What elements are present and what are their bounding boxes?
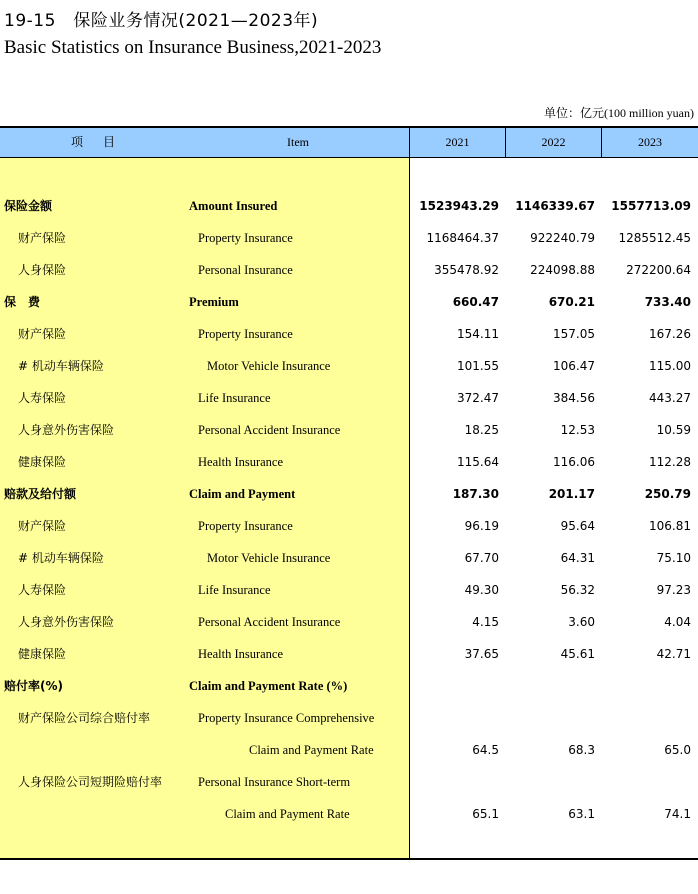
row-label-en: Claim and Payment Rate — [249, 743, 374, 757]
row-label-cn: 人身意外伤害保险 — [18, 615, 115, 629]
table-row — [0, 350, 698, 382]
row-label-en: Property Insurance — [198, 231, 293, 245]
header-item-cn: 项 目 — [70, 135, 119, 149]
row-label-cn: 赔付率(%) — [4, 679, 63, 693]
table-row — [0, 414, 698, 446]
value-2021 — [403, 766, 499, 798]
page-title-en: Basic Statistics on Insurance Business,2021-2023 — [4, 37, 382, 58]
row-label-cn: 人身保险公司短期险赔付率 — [18, 775, 163, 789]
value-2022: 670.21 — [548, 295, 595, 309]
value-2021: 96.19 — [464, 519, 499, 533]
row-label-cn: 财产保险 — [18, 327, 67, 341]
row-label-en: Claim and Payment Rate — [225, 807, 350, 821]
table-bottom-rule — [0, 858, 698, 860]
table-row — [0, 574, 698, 606]
value-2022: 12.53 — [560, 423, 595, 437]
value-2021: 18.25 — [464, 423, 499, 437]
table-row — [0, 382, 698, 414]
value-2021: 355478.92 — [434, 263, 499, 277]
row-label-cn: 人寿保险 — [18, 391, 67, 405]
value-2021: 67.70 — [464, 551, 499, 565]
row-label-en: Premium — [189, 295, 239, 309]
row-label-en: Property Insurance — [198, 327, 293, 341]
row-label-en: Personal Insurance — [198, 263, 293, 277]
row-label-en: Property Insurance Comprehensive — [198, 711, 375, 725]
row-label-cn: 健康保险 — [18, 647, 67, 661]
value-2021: 1168464.37 — [426, 231, 499, 245]
value-2022: 68.3 — [568, 743, 595, 757]
value-2022 — [499, 670, 595, 702]
row-label-cn: 保险金额 — [4, 199, 53, 213]
value-2023: 250.79 — [644, 487, 691, 501]
value-2022: 157.05 — [553, 327, 595, 341]
table-row — [0, 446, 698, 478]
value-2023: 4.04 — [664, 615, 691, 629]
value-2021 — [403, 702, 499, 734]
value-2023: 10.59 — [656, 423, 691, 437]
value-2022: 45.61 — [560, 647, 595, 661]
table-row — [0, 606, 698, 638]
header-year-2023: 2023 — [638, 135, 662, 149]
value-2023: 42.71 — [656, 647, 691, 661]
header-year-2021: 2021 — [445, 135, 470, 149]
row-label-en: Claim and Payment Rate (%) — [189, 679, 348, 693]
table-row — [0, 222, 698, 254]
value-2023: 106.81 — [649, 519, 691, 533]
value-2021: 65.1 — [472, 807, 499, 821]
value-2021: 101.55 — [457, 359, 499, 373]
value-2021: 372.47 — [457, 391, 499, 405]
value-2023: 1557713.09 — [611, 199, 691, 213]
value-2023: 167.26 — [649, 327, 691, 341]
value-2022: 201.17 — [548, 487, 595, 501]
value-2021: 49.30 — [464, 583, 499, 597]
value-2023: 272200.64 — [626, 263, 691, 277]
row-label-en: Property Insurance — [198, 519, 293, 533]
value-2022: 56.32 — [560, 583, 595, 597]
row-label-en: Motor Vehicle Insurance — [207, 551, 331, 565]
table-row — [0, 798, 698, 830]
table-row — [0, 734, 698, 766]
value-2021: 187.30 — [452, 487, 499, 501]
row-label-cn: 健康保险 — [18, 455, 67, 469]
value-2023: 115.00 — [649, 359, 691, 373]
unit-cn: 单位：亿元 — [543, 106, 604, 120]
value-2021: 115.64 — [457, 455, 499, 469]
row-label-cn: 保 费 — [4, 295, 41, 309]
value-2022: 64.31 — [560, 551, 595, 565]
row-label-en: Personal Insurance Short-term — [198, 775, 351, 789]
row-label-en: Personal Accident Insurance — [198, 423, 341, 437]
row-label-cn: 财产保险 — [18, 519, 67, 533]
row-label-cn: 财产保险 — [18, 231, 67, 245]
value-2023 — [595, 670, 691, 702]
value-2023 — [595, 702, 691, 734]
row-label-cn: 财产保险公司综合赔付率 — [18, 711, 151, 725]
value-2022: 3.60 — [568, 615, 595, 629]
value-2022: 95.64 — [560, 519, 595, 533]
value-2022: 1146339.67 — [515, 199, 595, 213]
value-2021: 1523943.29 — [419, 199, 499, 213]
row-label-cn: # 机动车辆保险 — [18, 359, 104, 373]
value-2021: 660.47 — [452, 295, 499, 309]
value-2022: 922240.79 — [530, 231, 595, 245]
table-row — [0, 286, 698, 318]
table-row — [0, 542, 698, 574]
value-2022: 106.47 — [553, 359, 595, 373]
row-label-cn: 人身意外伤害保险 — [18, 423, 115, 437]
unit-en: (100 million yuan) — [604, 106, 694, 120]
value-2023: 65.0 — [664, 743, 691, 757]
value-2023: 112.28 — [649, 455, 691, 469]
table-row — [0, 766, 698, 798]
page-title-cn: 19-15 保险业务情况(2021—2023年) — [4, 11, 319, 31]
value-2021: 154.11 — [457, 327, 499, 341]
value-2023 — [595, 766, 691, 798]
value-2023: 75.10 — [656, 551, 691, 565]
row-label-en: Personal Accident Insurance — [198, 615, 341, 629]
value-2022: 224098.88 — [530, 263, 595, 277]
value-2023: 443.27 — [649, 391, 691, 405]
unit-label — [544, 104, 694, 121]
table-row — [0, 702, 698, 734]
value-2023: 97.23 — [656, 583, 691, 597]
value-2022: 116.06 — [553, 455, 595, 469]
row-label-cn: 人身保险 — [18, 263, 67, 277]
value-2022: 63.1 — [568, 807, 595, 821]
header-year-2022: 2022 — [541, 135, 566, 149]
value-2023: 733.40 — [644, 295, 691, 309]
value-2023: 1285512.45 — [618, 231, 691, 245]
table-row — [0, 510, 698, 542]
row-label-cn: # 机动车辆保险 — [18, 551, 104, 565]
table-row — [0, 190, 698, 222]
row-label-en: Motor Vehicle Insurance — [207, 359, 331, 373]
row-label-en: Life Insurance — [198, 391, 271, 405]
value-2021: 64.5 — [472, 743, 499, 757]
row-label-en: Life Insurance — [198, 583, 271, 597]
row-label-cn: 人寿保险 — [18, 583, 67, 597]
value-2022 — [499, 766, 595, 798]
table-row — [0, 478, 698, 510]
row-label-en: Claim and Payment — [189, 487, 296, 501]
table-row — [0, 254, 698, 286]
row-label-en: Health Insurance — [198, 455, 284, 469]
value-2023: 74.1 — [664, 807, 691, 821]
table-row — [0, 318, 698, 350]
row-label-en: Amount Insured — [189, 199, 278, 213]
row-label-en: Health Insurance — [198, 647, 284, 661]
value-2022 — [499, 702, 595, 734]
row-label-cn: 赔款及给付额 — [4, 487, 77, 501]
value-2022: 384.56 — [553, 391, 595, 405]
value-2021: 37.65 — [464, 647, 499, 661]
value-2021: 4.15 — [472, 615, 499, 629]
table-row — [0, 670, 698, 702]
table-header — [0, 128, 698, 158]
header-item-en: Item — [287, 135, 309, 149]
table-row — [0, 638, 698, 670]
value-2021 — [403, 670, 499, 702]
